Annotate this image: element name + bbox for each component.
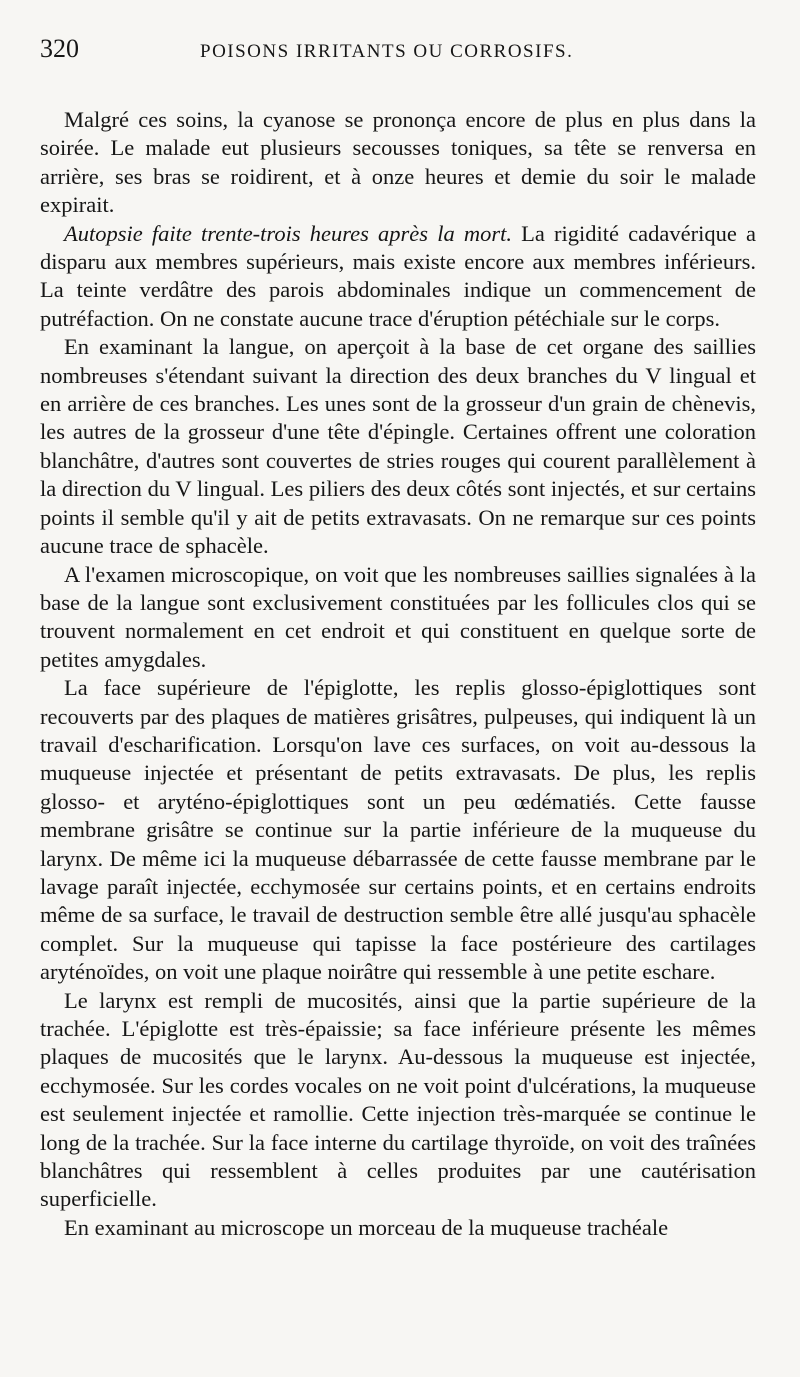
autopsy-heading: Autopsie faite trente-trois heures après la mort. [64,220,512,246]
paragraph: Malgré ces soins, la cyanose se prononça encore de plus en plus dans la soirée. Le malade eut plusieurs secousses toniques, sa tête se renversa en arrière, ses bras se roidirent, et à onze heures et demie du soir le malade expirait. [40,107,756,218]
paragraph: A l'examen microscopique, on voit que les nombreuses saillies signalées à la base de la langue sont exclusivement constituées par les follicules clos qui se trouvent normalement en cet endroit et qui constituent en quelque sorte de petites amygdales. [40,561,756,672]
page-number: 320 [40,34,79,63]
paragraph: La face supérieure de l'épiglotte, les replis glosso-épiglottiques sont recouverts par des plaques de matières grisâtres, pulpeuses, qui indiquent là un travail d'escharification. Lorsqu'on lave ces surfaces, on voit au-dessous la muqueuse injectée et présentant de petits extravasats. De plus, les replis glosso- et aryténo-épiglottiques sont un peu œdématiés. Cette fausse membrane grisâtre se continue sur la partie inférieure de la muqueuse du larynx. De même ici la muqueuse débarrassée de cette fausse membrane par le lavage paraît injectée, ecchymosée sur certains points, et en certains endroits même de sa surface, le travail de destruction semble être allé jusqu'au sphacèle complet. Sur la muqueuse qui tapisse la face postérieure des cartilages aryténoïdes, on voit une plaque noirâtre qui ressemble à une petite eschare. [40,675,756,985]
page-header [40,34,756,74]
running-title: POISONS IRRITANTS OU CORROSIFS. [200,41,574,62]
paragraph: En examinant la langue, on aperçoit à la base de cet organe des saillies nombreuses s'étendant suivant la direction des deux branches du V lingual et en arrière de ces branches. Les unes sont de la grosseur d'un grain de chènevis, les autres de la grosseur d'une tête d'épingle. Certaines offrent une coloration blanchâtre, d'autres sont couvertes de stries rouges qui courent parallèlement à la direction du V lingual. Les piliers des deux côtés sont injectés, et sur certains points il semble qu'il y ait de petits extravasats. On ne remarque sur ces points aucune trace de sphacèle. [40,334,756,559]
paragraph: Autopsie faite trente-trois heures après la mort. La rigidité cadavérique a disparu aux membres supérieurs, mais existe encore aux membres inférieurs. La teinte verdâtre des parois abdominales indique un commencement de putréfaction. On ne constate aucune trace d'éruption pétéchiale sur le corps. [40,220,756,331]
paragraph: Le larynx est rempli de mucosités, ainsi que la partie supérieure de la trachée. L'épiglotte est très-épaissie; sa face inférieure présente les mêmes plaques de mucosités que le larynx. Au-dessous la muqueuse est injectée, ecchymosée. Sur les cordes vocales on ne voit point d'ulcérations, la muqueuse est seulement injectée et ramollie. Cette injection très-marquée se continue le long de la trachée. Sur la face interne du cartilage thyroïde, on voit des traînées blanchâtres qui ressemblent à celles produites par une cautérisation superficielle. [40,987,756,1212]
body-text [40,106,756,1242]
paragraph: En examinant au microscope un morceau de la muqueuse trachéale [64,1214,669,1240]
